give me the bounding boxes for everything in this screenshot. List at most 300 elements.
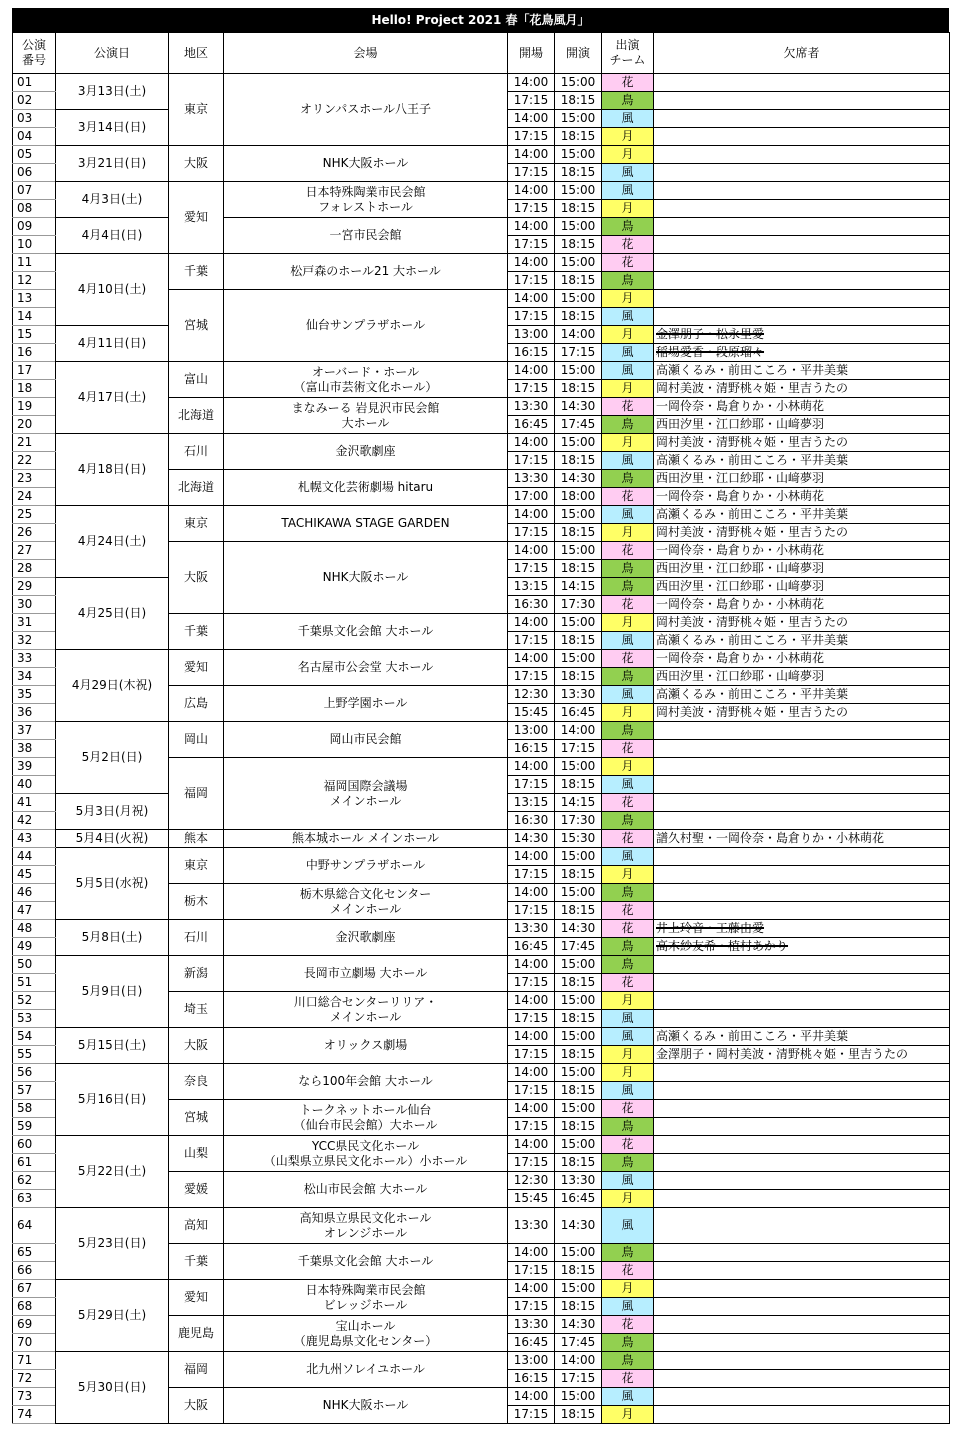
start-time: 18:15: [555, 1406, 602, 1424]
start-time: 18:15: [555, 92, 602, 110]
table-row: [13, 1352, 950, 1370]
absentees-cell: [654, 1172, 950, 1190]
region-cell: 石川: [169, 920, 224, 956]
venue-cell: [224, 758, 508, 830]
absentees-cell: [654, 614, 950, 632]
venue-line: 宝山ホール: [335, 1318, 396, 1333]
open-time: 14:00: [508, 650, 555, 668]
performance-number: 23: [13, 470, 56, 488]
absentees-text: 岡村美波・清野桃々姫・里吉うたの: [656, 705, 849, 719]
open-time: 14:00: [508, 290, 555, 308]
performance-number: 06: [13, 164, 56, 182]
performance-number: 01: [13, 74, 56, 92]
open-time: 14:00: [508, 218, 555, 236]
team-cell: 風: [602, 632, 654, 650]
open-time: 17:15: [508, 92, 555, 110]
start-time: 15:00: [555, 218, 602, 236]
open-time: 14:00: [508, 110, 555, 128]
absentees-text: 一岡伶奈・島倉りか・小林萌花: [656, 651, 825, 665]
start-time: 18:15: [555, 380, 602, 398]
venue-line: 熊本城ホール メインホール: [291, 831, 440, 845]
team-cell: 月: [602, 1406, 654, 1424]
start-time: 18:15: [555, 668, 602, 686]
performance-date: 5月30日(日): [56, 1352, 169, 1424]
venue-line: 中野サンプラザホール: [305, 858, 426, 872]
venue-line: 千葉県文化会館 大ホール: [297, 624, 434, 638]
open-time: 13:30: [508, 470, 555, 488]
absentees-text: 金澤朋子・松永里愛: [656, 327, 765, 341]
absentees-text: 高瀬くるみ・前田こころ・平井美葉: [656, 363, 849, 377]
absentees-text: 高木紗友希・植村あかり: [656, 939, 789, 953]
performance-number: 35: [13, 686, 56, 704]
open-time: 14:00: [508, 362, 555, 380]
performance-number: 50: [13, 956, 56, 974]
region-cell: 広島: [169, 686, 224, 722]
open-time: 16:45: [508, 1334, 555, 1352]
start-time: 15:00: [555, 992, 602, 1010]
team-cell: 風: [602, 452, 654, 470]
absentees-cell: [654, 1028, 950, 1046]
region-cell: 東京: [169, 848, 224, 884]
table-row: [13, 1280, 950, 1298]
team-cell: 風: [602, 1298, 654, 1316]
start-time: 17:15: [555, 740, 602, 758]
absentees-cell: [654, 1082, 950, 1100]
start-time: 15:00: [555, 1244, 602, 1262]
region-cell: 大阪: [169, 1028, 224, 1064]
absentees-text: 一岡伶奈・島倉りか・小林萌花: [656, 543, 825, 557]
performance-number: 37: [13, 722, 56, 740]
performance-number: 08: [13, 200, 56, 218]
team-cell: 花: [602, 1262, 654, 1280]
start-time: 18:15: [555, 776, 602, 794]
absentees-cell: [654, 1262, 950, 1280]
absentees-cell: [654, 488, 950, 506]
table-row: [13, 506, 950, 524]
header-num: 公演 番号: [13, 33, 56, 74]
start-time: 17:30: [555, 812, 602, 830]
open-time: 13:00: [508, 1352, 555, 1370]
absentees-cell: [654, 1100, 950, 1118]
region-cell: 石川: [169, 434, 224, 470]
team-cell: 鳥: [602, 1118, 654, 1136]
absentees-cell: [654, 452, 950, 470]
start-time: 15:00: [555, 434, 602, 452]
performance-number: 10: [13, 236, 56, 254]
venue-line: メインホール: [329, 1009, 402, 1024]
start-time: 18:15: [555, 1298, 602, 1316]
open-time: 17:15: [508, 380, 555, 398]
absentees-cell: [654, 974, 950, 992]
performance-number: 25: [13, 506, 56, 524]
absentees-text: 岡村美波・清野桃々姫・里吉うたの: [656, 615, 849, 629]
team-cell: 風: [602, 1028, 654, 1046]
region-cell: 山梨: [169, 1136, 224, 1172]
team-cell: 月: [602, 1190, 654, 1208]
performance-number: 74: [13, 1406, 56, 1424]
region-cell: 北海道: [169, 398, 224, 434]
performance-number: 65: [13, 1244, 56, 1262]
venue-line: まなみーる 岩見沢市民会館: [291, 400, 440, 415]
table-row: [13, 920, 950, 938]
team-cell: 月: [602, 614, 654, 632]
venue-cell: [224, 1388, 508, 1424]
absentees-cell: [654, 704, 950, 722]
start-time: 17:45: [555, 938, 602, 956]
absentees-cell: [654, 74, 950, 92]
performance-date: 5月4日(火祝): [56, 830, 169, 848]
open-time: 14:00: [508, 956, 555, 974]
open-time: 17:15: [508, 272, 555, 290]
region-cell: 大阪: [169, 542, 224, 614]
table-row: [13, 146, 950, 164]
venue-line: NHK大阪ホール: [322, 1398, 409, 1412]
venue-line: 上野学園ホール: [323, 696, 408, 710]
absentees-cell: [654, 596, 950, 614]
open-time: 14:00: [508, 1388, 555, 1406]
team-cell: 鳥: [602, 1154, 654, 1172]
venue-cell: [224, 290, 508, 362]
open-time: 14:00: [508, 884, 555, 902]
team-cell: 花: [602, 794, 654, 812]
team-cell: 風: [602, 1388, 654, 1406]
absentees-cell: [654, 182, 950, 200]
absentees-cell: [654, 1154, 950, 1172]
performance-number: 53: [13, 1010, 56, 1028]
region-cell: 新潟: [169, 956, 224, 992]
team-cell: 風: [602, 182, 654, 200]
open-time: 17:15: [508, 1406, 555, 1424]
start-time: 14:00: [555, 326, 602, 344]
absentees-cell: [654, 992, 950, 1010]
performance-number: 33: [13, 650, 56, 668]
start-time: 17:45: [555, 416, 602, 434]
team-cell: 月: [602, 146, 654, 164]
open-time: 12:30: [508, 686, 555, 704]
venue-line: 松戸森のホール21 大ホール: [290, 264, 441, 278]
team-cell: 花: [602, 488, 654, 506]
start-time: 18:15: [555, 128, 602, 146]
open-time: 17:15: [508, 902, 555, 920]
performance-number: 60: [13, 1136, 56, 1154]
team-cell: 花: [602, 920, 654, 938]
open-time: 17:15: [508, 866, 555, 884]
open-time: 16:30: [508, 812, 555, 830]
open-time: 13:00: [508, 722, 555, 740]
absentees-text: 稲場愛香・段原瑠々: [656, 345, 765, 359]
open-time: 16:15: [508, 740, 555, 758]
absentees-text: 西田汐里・江口紗耶・山﨑夢羽: [656, 579, 825, 593]
start-time: 15:00: [555, 362, 602, 380]
performance-number: 54: [13, 1028, 56, 1046]
open-time: 17:15: [508, 164, 555, 182]
open-time: 17:15: [508, 452, 555, 470]
performance-number: 05: [13, 146, 56, 164]
venue-line: オーバード・ホール: [311, 364, 420, 379]
team-cell: 花: [602, 830, 654, 848]
absentees-cell: [654, 110, 950, 128]
absentees-cell: [654, 1244, 950, 1262]
team-cell: 月: [602, 434, 654, 452]
absentees-cell: [654, 722, 950, 740]
team-cell: 花: [602, 650, 654, 668]
team-cell: 花: [602, 542, 654, 560]
team-cell: 月: [602, 866, 654, 884]
absentees-text: 井上玲音・工藤由愛: [656, 921, 765, 935]
start-time: 15:00: [555, 110, 602, 128]
absentees-cell: [654, 956, 950, 974]
venue-line: 栃木県総合文化センター: [299, 886, 432, 901]
performance-number: 32: [13, 632, 56, 650]
start-time: 18:15: [555, 272, 602, 290]
start-time: 14:30: [555, 1208, 602, 1244]
start-time: 18:15: [555, 1082, 602, 1100]
team-cell: 月: [602, 1280, 654, 1298]
open-time: 17:15: [508, 632, 555, 650]
team-cell: 月: [602, 1064, 654, 1082]
team-cell: 鳥: [602, 938, 654, 956]
venue-line: メインホール: [329, 901, 402, 916]
start-time: 15:00: [555, 614, 602, 632]
venue-line: 金沢歌劇座: [335, 444, 396, 458]
venue-cell: [224, 956, 508, 992]
open-time: 16:45: [508, 938, 555, 956]
venue-line: （鹿児島県文化センター）: [293, 1333, 438, 1348]
performance-number: 12: [13, 272, 56, 290]
team-cell: 風: [602, 362, 654, 380]
team-cell: 鳥: [602, 92, 654, 110]
venue-line: 大ホール: [341, 415, 390, 430]
performance-date: 4月25日(日): [56, 578, 169, 650]
open-time: 14:00: [508, 1100, 555, 1118]
performance-date: 5月5日(水祝): [56, 848, 169, 920]
open-time: 14:00: [508, 1280, 555, 1298]
team-cell: 鳥: [602, 578, 654, 596]
team-cell: 風: [602, 848, 654, 866]
team-cell: 鳥: [602, 722, 654, 740]
absentees-cell: [654, 758, 950, 776]
start-time: 15:00: [555, 1100, 602, 1118]
performance-number: 09: [13, 218, 56, 236]
open-time: 14:00: [508, 506, 555, 524]
team-cell: 鳥: [602, 416, 654, 434]
performance-number: 55: [13, 1046, 56, 1064]
team-cell: 風: [602, 110, 654, 128]
start-time: 15:00: [555, 182, 602, 200]
open-time: 14:00: [508, 434, 555, 452]
open-time: 17:15: [508, 1298, 555, 1316]
venue-line: なら100年会館 大ホール: [298, 1074, 433, 1088]
start-time: 15:00: [555, 74, 602, 92]
region-cell: 奈良: [169, 1064, 224, 1100]
table-row: [13, 722, 950, 740]
header-venue: 会場: [224, 33, 508, 74]
venue-line: 仙台サンプラザホール: [305, 318, 426, 332]
open-time: 14:00: [508, 182, 555, 200]
region-cell: 千葉: [169, 254, 224, 290]
absentees-cell: [654, 254, 950, 272]
open-time: 16:45: [508, 416, 555, 434]
performance-date: 5月29日(土): [56, 1280, 169, 1352]
performance-number: 14: [13, 308, 56, 326]
performance-number: 56: [13, 1064, 56, 1082]
start-time: 14:15: [555, 578, 602, 596]
open-time: 17:15: [508, 200, 555, 218]
start-time: 17:30: [555, 596, 602, 614]
venue-line: オレンジホール: [323, 1225, 408, 1240]
schedule-table: [12, 32, 950, 1424]
team-cell: 花: [602, 740, 654, 758]
start-time: 17:15: [555, 1370, 602, 1388]
start-time: 15:00: [555, 848, 602, 866]
performance-number: 46: [13, 884, 56, 902]
performance-number: 58: [13, 1100, 56, 1118]
absentees-cell: [654, 200, 950, 218]
start-time: 18:15: [555, 1154, 602, 1172]
performance-number: 69: [13, 1316, 56, 1334]
performance-number: 20: [13, 416, 56, 434]
performance-number: 44: [13, 848, 56, 866]
absentees-text: 西田汐里・江口紗耶・山﨑夢羽: [656, 669, 825, 683]
open-time: 17:15: [508, 236, 555, 254]
absentees-cell: [654, 1064, 950, 1082]
region-cell: 熊本: [169, 830, 224, 848]
venue-cell: [224, 1208, 508, 1244]
region-cell: 福岡: [169, 758, 224, 830]
team-cell: 風: [602, 686, 654, 704]
venue-cell: [224, 1136, 508, 1172]
performance-number: 40: [13, 776, 56, 794]
team-cell: 月: [602, 290, 654, 308]
performance-date: 5月3日(月祝): [56, 794, 169, 830]
performance-number: 18: [13, 380, 56, 398]
start-time: 13:30: [555, 686, 602, 704]
open-time: 14:00: [508, 758, 555, 776]
table-row: [13, 1064, 950, 1082]
header-row: [13, 33, 950, 74]
absentees-cell: [654, 128, 950, 146]
venue-line: 松山市民会館 大ホール: [303, 1182, 428, 1196]
performance-number: 21: [13, 434, 56, 452]
open-time: 14:00: [508, 542, 555, 560]
team-cell: 花: [602, 236, 654, 254]
performance-number: 39: [13, 758, 56, 776]
absentees-cell: [654, 1118, 950, 1136]
team-cell: 花: [602, 1316, 654, 1334]
performance-number: 41: [13, 794, 56, 812]
start-time: 18:15: [555, 974, 602, 992]
team-cell: 鳥: [602, 470, 654, 488]
start-time: 18:15: [555, 200, 602, 218]
open-time: 14:00: [508, 1064, 555, 1082]
team-cell: 鳥: [602, 1352, 654, 1370]
start-time: 15:00: [555, 1028, 602, 1046]
open-time: 14:00: [508, 74, 555, 92]
open-time: 17:15: [508, 668, 555, 686]
open-time: 17:15: [508, 560, 555, 578]
region-cell: 富山: [169, 362, 224, 398]
start-time: 15:00: [555, 146, 602, 164]
region-cell: 愛知: [169, 182, 224, 254]
performance-number: 72: [13, 1370, 56, 1388]
start-time: 18:15: [555, 1046, 602, 1064]
absentees-cell: [654, 236, 950, 254]
performance-date: 5月15日(土): [56, 1028, 169, 1064]
performance-date: 5月9日(日): [56, 956, 169, 1028]
open-time: 17:15: [508, 776, 555, 794]
table-row: [13, 182, 950, 200]
venue-cell: [224, 146, 508, 182]
open-time: 13:00: [508, 326, 555, 344]
start-time: 18:15: [555, 1010, 602, 1028]
schedule-body: [13, 74, 950, 1424]
performance-number: 42: [13, 812, 56, 830]
open-time: 17:15: [508, 308, 555, 326]
absentees-text: 一岡伶奈・島倉りか・小林萌花: [656, 399, 825, 413]
absentees-cell: [654, 524, 950, 542]
team-cell: 風: [602, 506, 654, 524]
venue-cell: [224, 254, 508, 290]
performance-date: 4月10日(土): [56, 254, 169, 326]
absentees-cell: [654, 506, 950, 524]
team-cell: 風: [602, 1082, 654, 1100]
performance-number: 71: [13, 1352, 56, 1370]
start-time: 15:00: [555, 1136, 602, 1154]
absentees-cell: [654, 776, 950, 794]
venue-cell: [224, 1244, 508, 1280]
venue-line: オリンパスホール八王子: [300, 102, 431, 116]
venue-line: 岡山市民会館: [329, 732, 402, 746]
open-time: 15:45: [508, 1190, 555, 1208]
start-time: 16:45: [555, 704, 602, 722]
table-row: [13, 1208, 950, 1244]
venue-cell: [224, 650, 508, 686]
team-cell: 花: [602, 596, 654, 614]
absentees-cell: [654, 1208, 950, 1244]
team-cell: 花: [602, 1370, 654, 1388]
performance-number: 29: [13, 578, 56, 596]
venue-cell: [224, 722, 508, 758]
absentees-text: 譜久村聖・一岡伶奈・島倉りか・小林萌花: [656, 831, 885, 845]
open-time: 12:30: [508, 1172, 555, 1190]
open-time: 13:30: [508, 1316, 555, 1334]
venue-cell: [224, 884, 508, 920]
performance-number: 70: [13, 1334, 56, 1352]
region-cell: 愛知: [169, 650, 224, 686]
start-time: 15:00: [555, 1388, 602, 1406]
absentees-cell: [654, 290, 950, 308]
team-cell: 風: [602, 308, 654, 326]
venue-line: 日本特殊陶業市民会館: [305, 184, 426, 199]
venue-cell: [224, 686, 508, 722]
start-time: 18:15: [555, 1262, 602, 1280]
open-time: 17:15: [508, 1118, 555, 1136]
performance-number: 43: [13, 830, 56, 848]
performance-number: 15: [13, 326, 56, 344]
start-time: 14:15: [555, 794, 602, 812]
table-row: [13, 1028, 950, 1046]
team-cell: 月: [602, 1046, 654, 1064]
team-cell: 鳥: [602, 956, 654, 974]
open-time: 16:30: [508, 596, 555, 614]
performance-date: 3月13日(土): [56, 74, 169, 110]
venue-line: トークネットホール仙台: [299, 1102, 432, 1117]
open-time: 14:00: [508, 254, 555, 272]
performance-number: 68: [13, 1298, 56, 1316]
team-cell: 鳥: [602, 1334, 654, 1352]
absentees-cell: [654, 1136, 950, 1154]
performance-number: 27: [13, 542, 56, 560]
